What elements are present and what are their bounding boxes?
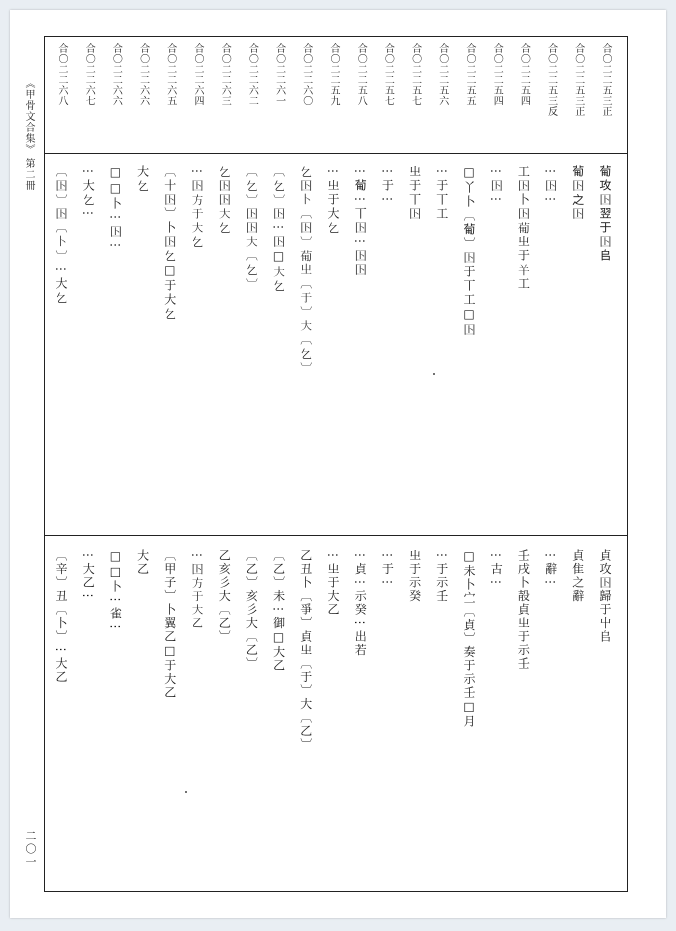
oracle-glyphs: 〔𠃉〕𡆥𡆥大〔𠃉〕	[244, 165, 259, 291]
transcription-text: 壬戌卜㱿貞㞢于示壬	[516, 549, 531, 671]
oracle-glyphs: 㞢于丅𡆥	[407, 165, 422, 221]
print-speck	[433, 373, 435, 375]
oracle-glyphs: 𠃉𡆥卜〔𡆥〕𤰈㞢〔于〕大〔𠃉〕	[298, 165, 313, 375]
entry-number: 合〇二二六五	[164, 43, 176, 106]
entry-number: 合〇二二六八	[56, 43, 67, 106]
oracle-glyphs: 𤰈攻𡆥翌于𡆥𠂤	[598, 165, 612, 263]
transcription-text: 㞢于示癸	[407, 549, 422, 603]
transcription-text: □□卜⋮雀⋮	[108, 549, 123, 634]
transcription-text: 〔辛〕丑〔卜〕⋮大乙	[54, 549, 68, 684]
catalog-frame	[44, 36, 628, 892]
transcription-text: 乙亥彡大〔乙〕	[217, 549, 232, 644]
transcription-text: ⋮古⋮	[489, 549, 504, 590]
transcription-text: 貞攻𡆥歸于屮𠂤	[598, 549, 612, 644]
entry-number: 合〇二二六一	[273, 43, 285, 106]
transcription-text: ⋮㞢于大乙	[326, 549, 340, 617]
oracle-glyphs: ⋮𡆥方于大𠃉	[190, 165, 204, 249]
entry-number: 合〇二二五四	[491, 43, 503, 106]
entry-number: 合〇二二五九	[328, 43, 339, 106]
entry-number: 合〇二二五七	[409, 43, 421, 106]
entry-number: 合〇二二六七	[83, 43, 95, 106]
oracle-glyphs: 𠃉𡆥𡆥大𠃉	[217, 165, 232, 235]
transcription-text: ⋮于⋮	[380, 549, 395, 590]
oracle-glyphs: 大𠃉	[135, 165, 150, 193]
volume-label: 第二冊	[23, 158, 34, 191]
transcription-text: 乙丑卜〔爭〕貞㞢〔于〕大〔乙〕	[298, 549, 313, 752]
oracle-glyphs: ⋮于丅工	[434, 165, 449, 221]
oracle-glyphs: □丫卜〔𤰈〕𡆥于丅工□𡆥	[462, 165, 476, 337]
transcription-text: □未卜㝉〔貞〕奏于示壬□月	[462, 549, 476, 729]
entry-number: 合〇二二五三反	[545, 43, 557, 117]
entry-number: 合〇二二六六	[110, 43, 122, 106]
transcription-text: ⋮辭⋮	[543, 549, 558, 590]
transcription-text: 〔甲子〕卜翼乙□于大乙	[162, 549, 177, 700]
page-number: 二〇一	[24, 830, 37, 869]
entry-number: 合〇二二五六	[436, 43, 448, 106]
oracle-glyphs: ⋮𡆥⋮	[543, 165, 558, 207]
oracle-glyphs: 〔𠃉〕𡆥⋮𡆥□大𠃉	[271, 165, 286, 293]
oracle-glyphs: ⋮𡆥⋮	[489, 165, 504, 207]
book-title: 《甲骨文合集》	[23, 78, 34, 155]
entry-number: 合〇二二六二	[246, 43, 258, 106]
print-speck	[185, 791, 187, 793]
entry-number: 合〇二二五四	[518, 43, 530, 106]
entry-number: 合〇二二六三	[219, 43, 231, 106]
divider-top	[45, 153, 627, 154]
entry-number: 合〇二二六六	[137, 43, 149, 106]
document-page	[10, 10, 666, 918]
entry-number: 合〇二二五三正	[600, 43, 611, 117]
transcription-text: ⋮𡆥方于大乙	[190, 549, 204, 630]
entry-number: 合〇二二六〇	[300, 43, 312, 106]
transcription-text: ⋮于示壬	[434, 549, 449, 603]
entry-number: 合〇二二五五	[464, 43, 475, 106]
oracle-glyphs: 〔十𡆥〕卜𡆥𠃉□于大𠃉	[162, 165, 177, 321]
transcription-text: ⋮大乙⋮	[81, 549, 96, 603]
oracle-glyphs: ⋮㞢于大𠃉	[326, 165, 340, 235]
entry-number: 合〇二二五八	[355, 43, 367, 106]
entry-number: 合〇二二五七	[382, 43, 394, 106]
oracle-glyphs: 工𡆥卜𡆥𤰈㞢于𢆉工	[516, 165, 531, 291]
transcription-text: 大乙	[135, 549, 150, 576]
entry-number: 合〇二二六四	[192, 43, 203, 106]
oracle-glyphs: 𤰈𡆥之𡆥	[570, 165, 585, 221]
transcription-text: ⋮貞⋮示癸⋮出若	[353, 549, 368, 657]
oracle-glyphs: ⋮大𠃉⋮	[81, 165, 96, 221]
oracle-glyphs: ⋮𤰈⋮丅𡆥⋮𡆥𡆥	[353, 165, 368, 277]
transcription-text: 〔乙〕亥彡大〔乙〕	[244, 549, 259, 671]
transcription-text: 〔乙〕未⋮御□大乙	[271, 549, 286, 673]
transcription-text: 貞隹之辭	[570, 549, 585, 603]
oracle-glyphs: □□卜⋮𡆥⋮	[108, 165, 123, 253]
oracle-glyphs: ⋮于⋮	[380, 165, 395, 207]
entry-number: 合〇二二五三正	[572, 43, 584, 117]
oracle-glyphs: 〔𡆥〕𡆥〔卜〕⋮大𠃉	[54, 165, 68, 305]
divider-bottom	[45, 535, 627, 536]
